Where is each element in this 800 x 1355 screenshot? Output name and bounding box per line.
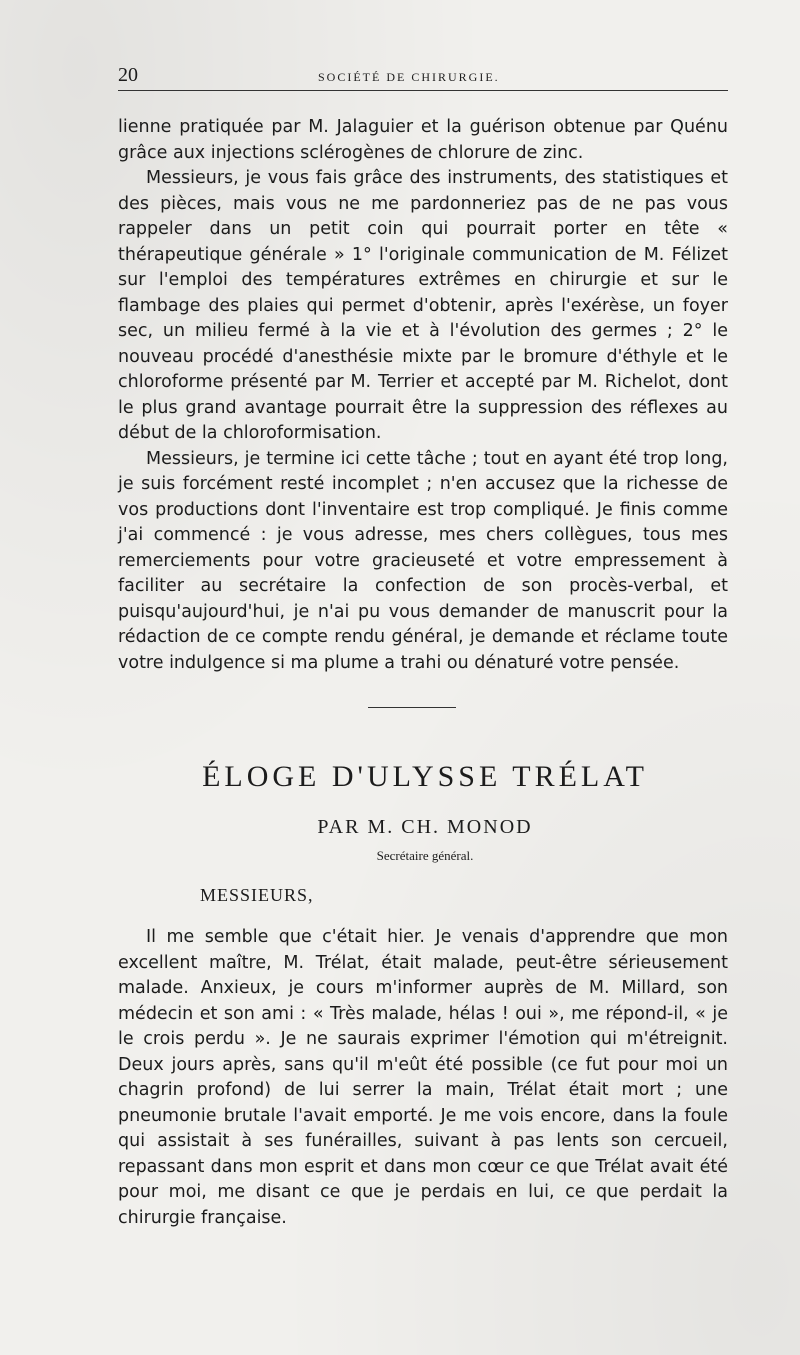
article-title: ÉLOGE D'ULYSSE TRÉLAT [202, 760, 648, 793]
article-author: PAR M. CH. MONOD [317, 816, 533, 838]
author-role: Secrétaire général. [376, 848, 474, 863]
section-divider [368, 707, 456, 708]
paragraph: Messieurs, je termine ici cette tâche ; tout en ayant été trop long, je suis forcément resté incomplet ; n'en accusez que la richesse de vos productions dont l'inventaire est trop compliqué. Je finis comme j'ai commencé : je vous adresse, mes chers collègues, tous mes remerciements pour votre gracieuseté et votre empressement à faciliter au secrétaire la confection de son procès-verbal, et puisqu'aujourd'hui, je n'ai pu vous demander de manuscrit pour la rédaction de ce compte rendu général, je demande et réclame toute votre indulgence si ma plume a trahi ou dénaturé votre pensée. [118, 448, 728, 673]
page-number: 20 [118, 64, 138, 86]
salutation: MESSIEURS, [200, 885, 314, 905]
running-head: SOCIÉTÉ DE CHIRURGIE. [318, 70, 500, 84]
paragraph: Il me semble que c'était hier. Je venais d'apprendre que mon excellent maître, M. Trélat, était malade, peut-être sérieusement malade. Anxieux, je cours m'informer auprès de M. Millard, son médecin et son ami : « Très malade, hélas ! oui », me répond-il, « je le crois perdu ». Je ne saurais exprimer l'émotion qui m'étreignit. Deux jours après, sans qu'il m'eût été possible (ce fut pour moi un chagrin profond) de lui serrer la main, Trélat était mort ; une pneumonie brutale l'avait emporté. Je me vois encore, dans la foule qui assistait à ses funérailles, suivant à pas lents son cercueil, repassant dans mon esprit et dans mon cœur ce que Trélat avait été pour moi, me disant ce que je perdais en lui, ce que perdait la chirurgie française. [118, 927, 728, 1228]
paragraph: lienne pratiquée par M. Jalaguier et la guérison obtenue par Quénu grâce aux injections sclérogènes de chlorure de zinc. [118, 117, 728, 163]
paragraph: Messieurs, je vous fais grâce des instruments, des statistiques et des pièces, mais vous ne me pardonneriez pas de ne pas vous rappeler dans un petit coin qui pourrait porter en tête « thérapeutique générale » 1° l'originale communication de M. Félizet sur l'emploi des températures extrêmes en chirurgie et sur le flambage des plaies qui permet d'obtenir, après l'exérèse, un foyer sec, un milieu fermé à la vie et à l'évolution des germes ; 2° le nouveau procédé d'anesthésie mixte par le bromure d'éthyle et le chloroforme présenté par M. Terrier et accepté par M. Richelot, dont le plus grand avantage pourrait être la suppression des réflexes au début de la chloroformisation. [118, 168, 728, 443]
previous-article-ending [118, 115, 728, 676]
page-header [118, 64, 728, 91]
article-body [118, 925, 728, 1231]
